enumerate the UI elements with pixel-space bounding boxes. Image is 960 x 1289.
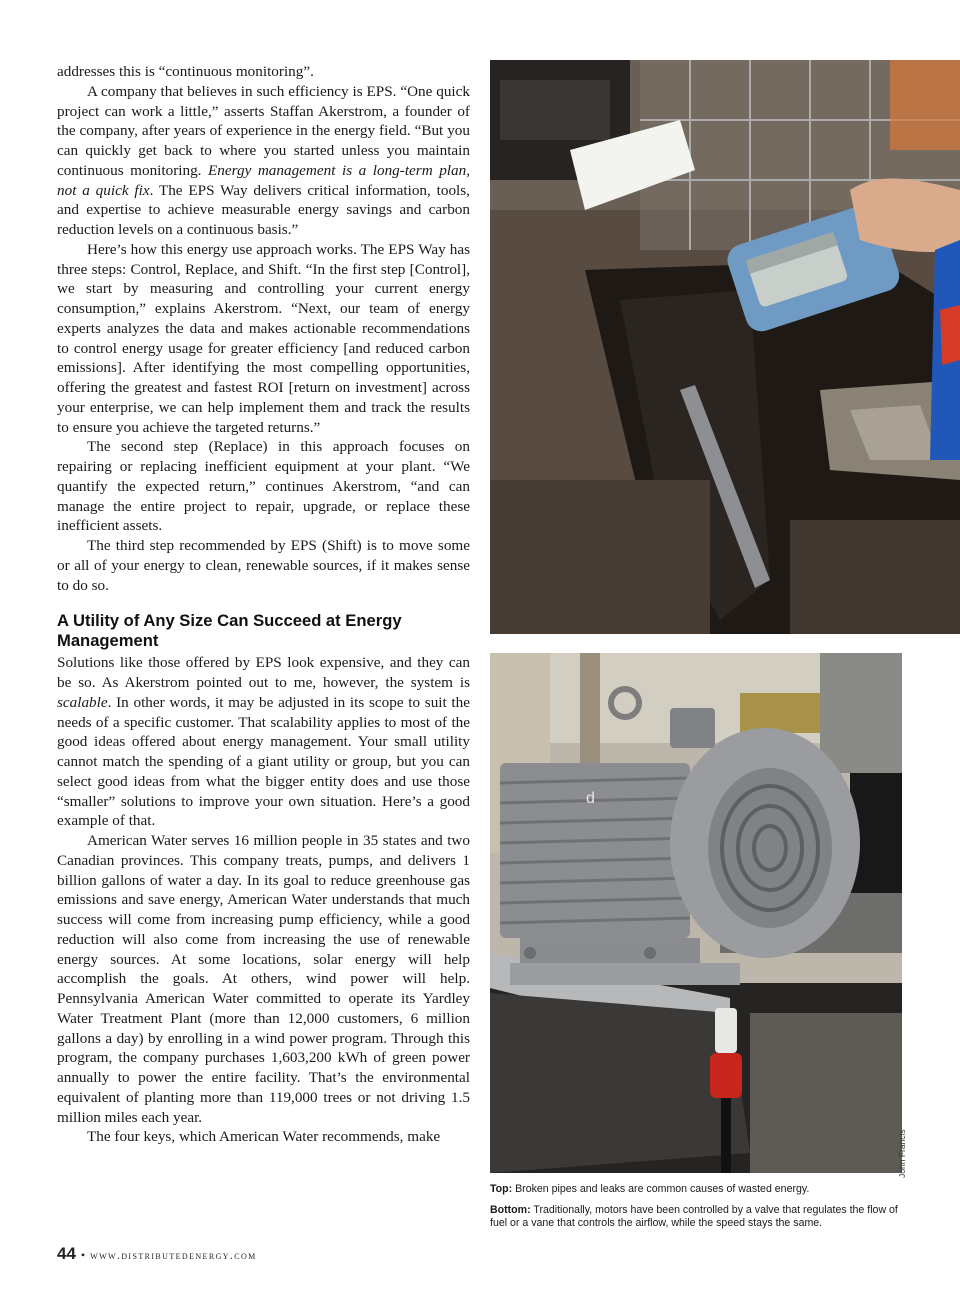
caption-top: Top: Broken pipes and leaks are common causes of wasted energy. (490, 1183, 810, 1195)
photo-motor (490, 653, 902, 1173)
paragraph-8: The four keys, which American Water recommends, make (87, 1128, 441, 1146)
article-column (57, 62, 470, 1147)
broken-pipe-illustration (490, 60, 960, 634)
page-footer (57, 1244, 257, 1264)
footer-url[interactable]: www.distributedenergy.com (90, 1250, 257, 1262)
paragraph-1: addresses this is “continuous monitoring”. (57, 63, 314, 80)
section-heading: A Utility of Any Size Can Succeed at Energy Management (57, 611, 402, 651)
motor-illustration (490, 653, 902, 1173)
caption-bottom: Bottom: Traditionally, motors have been controlled by a valve that regulates the flow of fuel or a vane that controls the airflow, while the speed stays the same. (490, 1204, 898, 1229)
motor-mark: d (586, 790, 595, 807)
page-number: 44 (57, 1244, 76, 1263)
paragraph-5: The third step recommended by EPS (Shift) is to move some or all of your energy to clean, renewable sources, if it makes sense to do so. (57, 537, 470, 594)
paragraph-6: Solutions like those offered by EPS look expensive, and they can be so. As Akerstrom pointed out to me, however, the system is scalable. In other words, it may be adjusted in its scope to suit the needs of a specific customer. That scalability applies to most of the good ideas offered about energy management. Your small utility cannot match the spending of a giant utility or group, but you can select good ideas from what the bigger entity does and use those “smaller” solutions to improve your own situation. Here’s a good example of that. (57, 654, 470, 830)
footer-bullet: • (80, 1248, 86, 1262)
photo-credit: John Francis (897, 1129, 907, 1178)
paragraph-2: A company that believes in such efficiency is EPS. “One quick project can work a little,” asserts Staffan Akerstrom, a founder of the company, after years of experience in the energy field. “But you can quickly get back to where you started unless you maintain continuous monitoring. Energy management is a long-term plan, not a quick fix. The EPS Way delivers critical information, tools, and expertise to achieve measurable energy savings and carbon reduction levels on a continuous basis.” (57, 82, 470, 238)
photo-broken-pipe (490, 60, 960, 634)
paragraph-3: Here’s how this energy use approach works. The EPS Way has three steps: Control, Replace, and Shift. “In the first step [Control], we start by measuring and controlling your current energy consumption,” explains Akerstrom. “Next, our team of energy experts analyzes the data and makes actionable recommendations to control energy usage for greater efficiency [and reduced carbon emissions]. After identifying the most compelling opportunities, offering the greatest and fastest ROI [return on investment] across your enterprise, we can help implement them and track the results to ensure you achieve the targeted returns.” (57, 240, 470, 436)
paragraph-4: The second step (Replace) in this approach focuses on repairing or replacing inefficient equipment at your plant. “We quantify the expected return,” continues Akerstrom, “and can manage the entire project to repair, upgrade, or replace these inefficient assets. (57, 438, 470, 535)
paragraph-7: American Water serves 16 million people in 35 states and two Canadian provinces. This company treats, pumps, and delivers 1 billion gallons of water a day. In its goal to reduce greenhouse gas emissions and save energy, American Water understands that much success will come from increasing pump efficiency, while a good reduction will also come from increasing the use of renewable energy sources. At some locations, solar energy will help accomplish the goals. At others, wind power will help. Pennsylvania American Water committed to operate its Yardley Water Treatment Plant (more than 12,000 customers, 6 million gallons a day) by enrolling in a wind power program. Through this program, the company purchases 1,603,200 kWh of green power annually to power the entire facility. That’s the environmental equivalent of planting more than 119,000 trees or not driving 1.5 million miles each year. (57, 832, 470, 1126)
